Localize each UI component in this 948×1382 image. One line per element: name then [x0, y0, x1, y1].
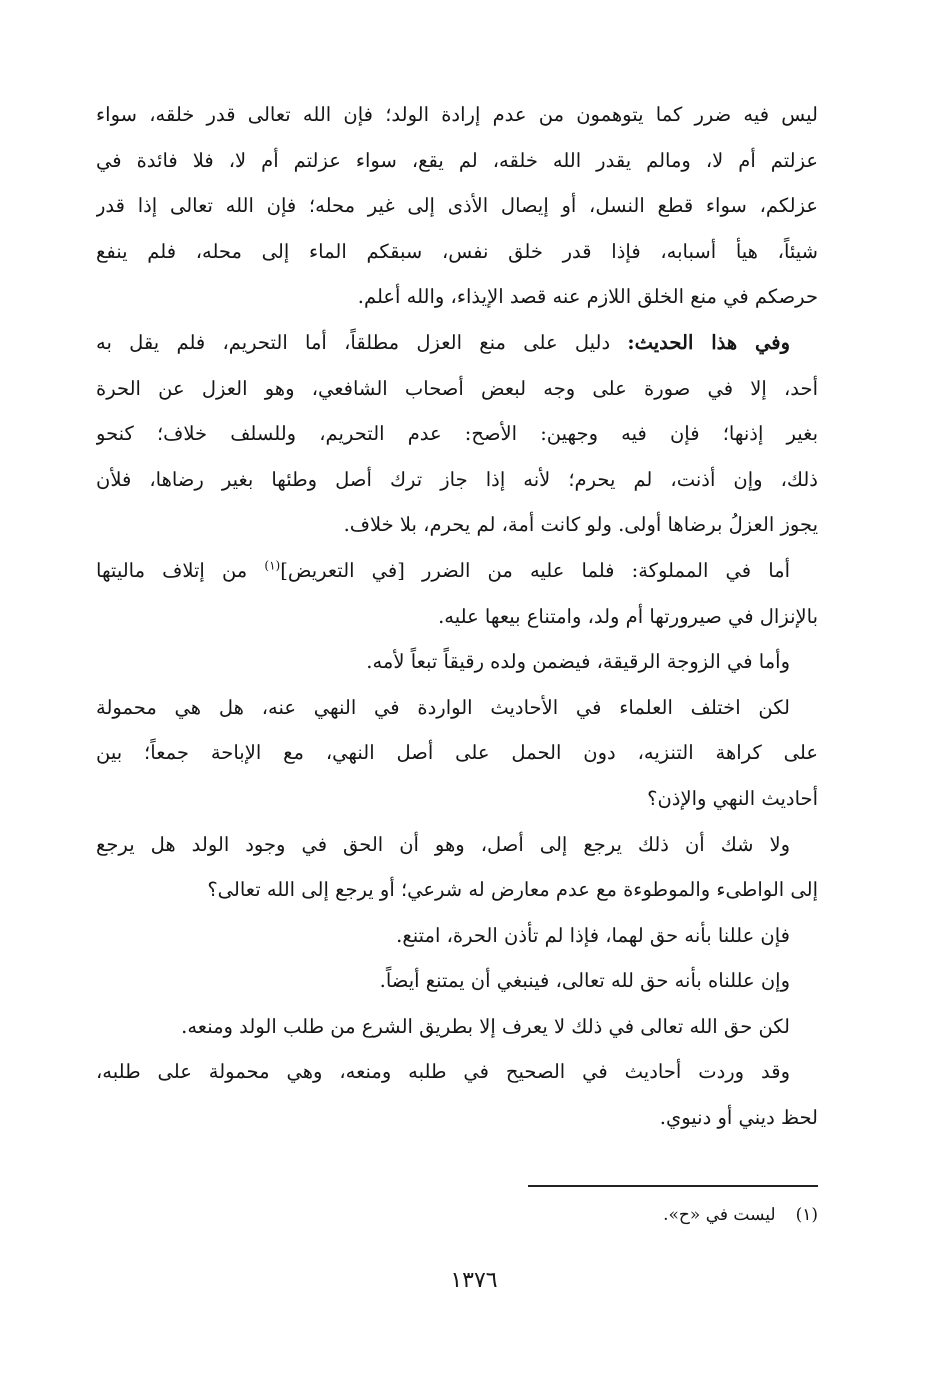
page-number: ١٣٧٦: [450, 1268, 498, 1293]
text-line: وأما في الزوجة الرقيقة، فيضمن ولده رقيقاً تبعاً لأمه.: [366, 650, 790, 674]
text-line: عزلتم أم لا، ومالم يقدر الله خلقه، لم يقع، سواء عزلتم أم لا، فلا فائدة في: [96, 148, 818, 172]
text-line: [96, 320, 818, 366]
text-line: [96, 548, 818, 594]
text-line: شيئاً، هيأ أسبابه، فإذا قدر خلق نفس، سبقكم الماء إلى محله، فلم ينفع: [96, 239, 818, 263]
text-line: ليس فيه ضرر كما يتوهمون من عدم إرادة الولد؛ فإن الله تعالى قدر خلقه، سواء: [96, 103, 818, 126]
text-run: أما في المملوكة: فلما عليه من الضرر [في التعريض]: [280, 558, 790, 582]
text-line: لحظ ديني أو دنيوي.: [659, 1106, 818, 1130]
text-line: لكن حق الله تعالى في ذلك لا يعرف إلا بطريق الشرع من طلب الولد ومنعه.: [181, 1014, 790, 1038]
text-line: عزلكم، سواء قطع النسل، أو إيصال الأذى إلى غير محله؛ فإن الله تعالى إذا قدر: [96, 194, 818, 218]
text-line: حرصكم في منع الخلق اللازم عنه قصد الإيذاء، والله أعلم.: [357, 285, 818, 309]
text-line: لكن اختلف العلماء في الأحاديث الواردة في النهي عنه، هل هي محمولة: [96, 695, 790, 719]
text-run: دليل على منع العزل مطلقاً، أما التحريم، فلم يقل به: [96, 330, 628, 354]
text-line: يجوز العزلُ برضاها أولى. ولو كانت أمة، لم يحرم، بلا خلاف.: [343, 513, 818, 537]
text-line: ولا شك أن ذلك يرجع إلى أصل، وهو أن الحق في وجود الولد هل يرجع: [96, 832, 790, 856]
footnote-number: (١): [795, 1205, 818, 1225]
footnote-text: ليست في «ح».: [663, 1205, 776, 1225]
text-line: بغير إذنها؛ فإن فيه وجهين: الأصح: عدم التحريم، وللسلف خلاف؛ كنحو: [96, 422, 818, 446]
text-line: أحاديث النهي والإذن؟: [647, 786, 818, 810]
text-line: ذلك، وإن أذنت، لم يحرم؛ لأنه إذا جاز ترك أصل وطئها بغير رضاها، فلأن: [96, 467, 818, 491]
text-line: على كراهة التنزيه، دون الحمل على أصل النهي، مع الإباحة جمعاً؛ بين: [96, 741, 818, 765]
text-line: وإن عللناه بأنه حق لله تعالى، فينبغي أن يمتنع أيضاً.: [379, 969, 790, 993]
page-body: [96, 92, 818, 1141]
text-line: فإن عللنا بأنه حق لهما، فإذا لم تأذن الحرة، امتنع.: [396, 923, 790, 947]
text-line: بالإنزال في صيرورتها أم ولد، وامتناع بيعها عليه.: [438, 604, 818, 628]
footnote-reference: (١): [264, 558, 281, 573]
bold-lead: وفي هذا الحديث:: [627, 330, 790, 354]
footnote-divider: [528, 1185, 818, 1187]
text-line: إلى الواطىء والموطوءة مع عدم معارض له شرعي؛ أو يرجع إلى الله تعالى؟: [207, 878, 818, 902]
text-run: من إتلاف ماليتها: [96, 558, 265, 582]
text-line: وقد وردت أحاديث في الصحيح في طلبه ومنعه، وهي محمولة على طلبه،: [96, 1060, 790, 1084]
text-line: أحد، إلا في صورة على وجه لبعض أصحاب الشافعي، وهو العزل عن الحرة: [96, 376, 818, 400]
footnote: [663, 1202, 818, 1228]
